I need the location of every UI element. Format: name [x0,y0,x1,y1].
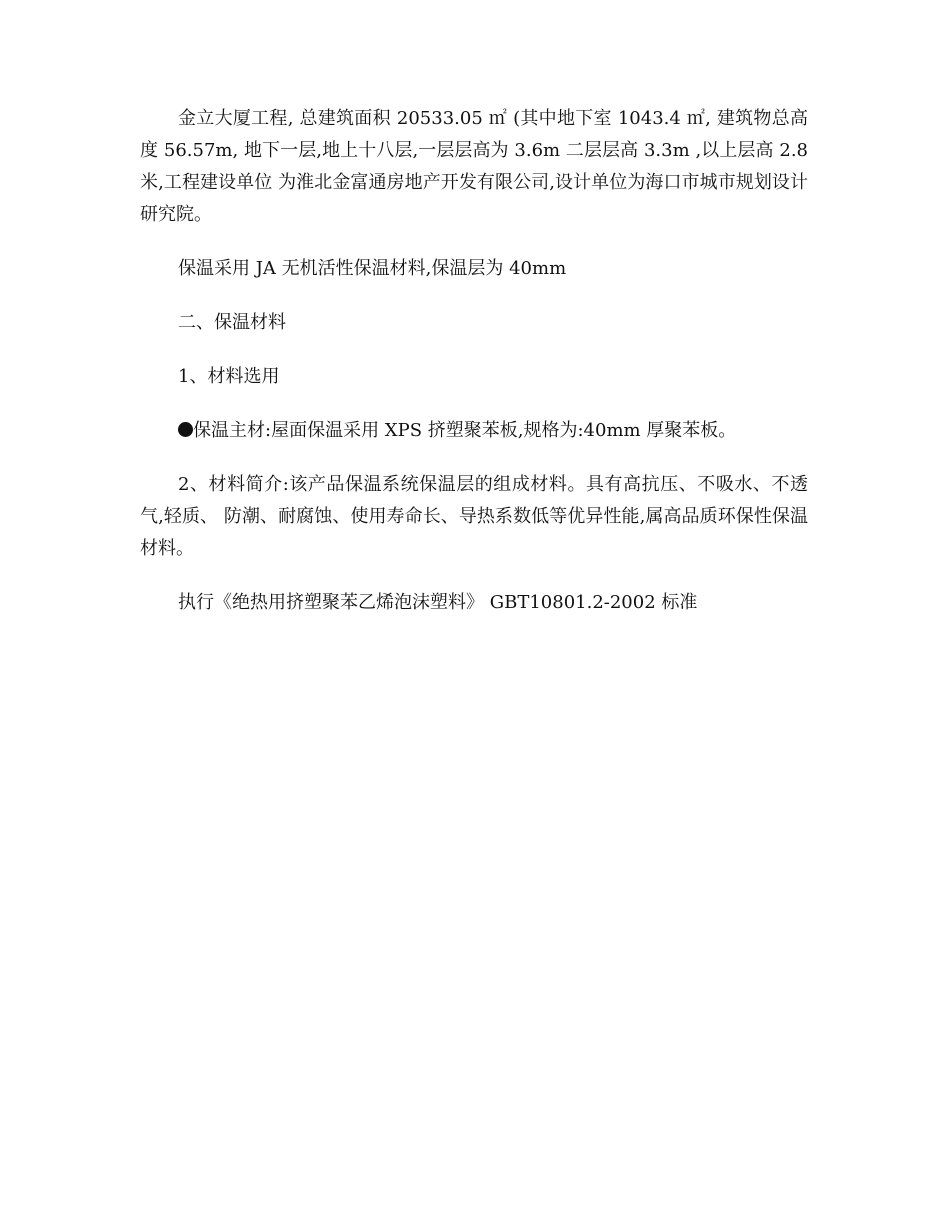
project-overview-paragraph: 金立大厦工程, 总建筑面积 20533.05 ㎡ (其中地下室 1043.4 ㎡, 建筑物总高度 56.57m, 地下一层,地上十八层,一层层高为 3.6m 二层层高 3.3m ,以上层高 2.8 米,工程建设单位 为淮北金富通房地产开发有限公司,设计单位为海口市城市规划设计研究院。 [140,108,808,225]
material-introduction-paragraph: 2、材料简介:该产品保温系统保温层的组成材料。具有高抗压、不吸水、不透气,轻质、 防潮、耐腐蚀、使用寿命长、导热系数低等优异性能,属高品质环保性保温材料。 [140,474,808,559]
document-body [140,103,808,641]
filled-circle-bullet-icon [178,422,193,437]
insulation-method-paragraph: 保温采用 JA 无机活性保温材料,保温层为 40mm [178,258,567,279]
section-heading-insulation-materials: 二、保温材料 [178,312,286,333]
main-material-text: 保温主材:屋面保温采用 XPS 挤塑聚苯板,规格为:40mm 厚聚苯板。 [193,420,737,441]
subsection-heading-material-selection: 1、材料选用 [178,366,280,387]
main-material-bullet-item [140,415,808,447]
standard-reference-paragraph: 执行《绝热用挤塑聚苯乙烯泡沫塑料》 GBT10801.2-2002 标准 [178,592,698,613]
